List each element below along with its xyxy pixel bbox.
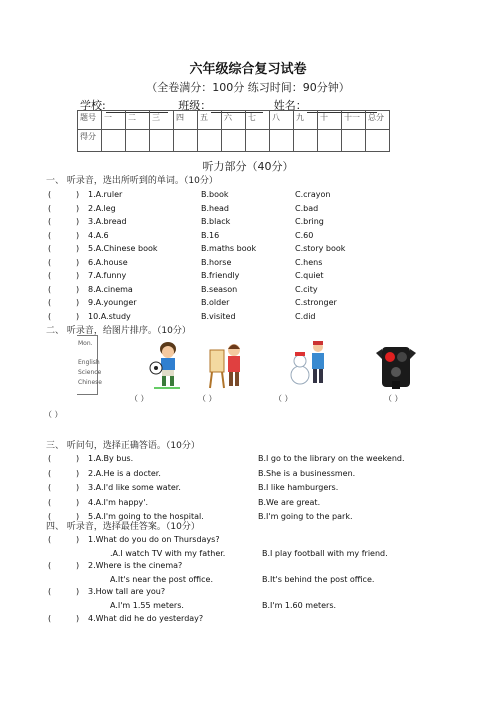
school-label: 学校: bbox=[80, 99, 106, 112]
score-cell: 十一 bbox=[342, 111, 366, 130]
answer-paren-open[interactable]: ( bbox=[48, 271, 52, 280]
option-b: B.visited bbox=[201, 311, 236, 321]
score-cell: 七 bbox=[246, 111, 270, 130]
question-text: 3.How tall are you? bbox=[88, 587, 166, 596]
option-a: 1.A.ruler bbox=[88, 190, 123, 199]
score-entry-cell[interactable] bbox=[198, 130, 222, 152]
answer-paren-open[interactable]: ( bbox=[48, 244, 52, 253]
section3-heading: 三、 听问句，选择正确答语。（10分） bbox=[46, 441, 200, 451]
timetable-subject: Science bbox=[78, 369, 102, 376]
score-entry-cell[interactable] bbox=[270, 130, 294, 152]
answer-paren-close: ) bbox=[76, 271, 80, 280]
score-entry-cell[interactable] bbox=[126, 130, 150, 152]
option-a: 8.A.cinema bbox=[88, 284, 133, 294]
option-c: C.story book bbox=[295, 244, 346, 253]
answer-paren-close: ) bbox=[76, 468, 80, 478]
question-text: 2.Where is the cinema? bbox=[88, 561, 183, 570]
answer-paren-close: ) bbox=[76, 512, 80, 521]
option-b: B.I play football with my friend. bbox=[262, 549, 388, 558]
answer-paren-close: ) bbox=[76, 497, 80, 507]
option-a: 9.A.younger bbox=[88, 298, 137, 307]
option-b: B.black bbox=[201, 217, 231, 226]
answer-paren-open[interactable]: ( bbox=[48, 614, 52, 623]
answer-paren-close: ) bbox=[76, 230, 80, 240]
option-a: 3.A.bread bbox=[88, 217, 127, 226]
option-c: C.did bbox=[295, 311, 316, 321]
section1-heading: 一、 听录音，选出所听到的单词。（10分） bbox=[46, 176, 218, 186]
picture-answer-2[interactable]: （ ） bbox=[198, 394, 217, 403]
score-entry-cell[interactable] bbox=[102, 130, 126, 152]
answer-paren-close: ) bbox=[76, 311, 80, 321]
score-cell: 二 bbox=[126, 111, 150, 130]
score-entry-cell[interactable] bbox=[318, 130, 342, 152]
score-cell: 题号 bbox=[78, 111, 102, 130]
girl-painting-picture bbox=[208, 340, 244, 390]
option-b: B.I go to the library on the weekend. bbox=[258, 454, 405, 463]
score-entry-cell[interactable] bbox=[222, 130, 246, 152]
option-a: 3.A.I'd like some water. bbox=[88, 483, 181, 492]
class-label: 班级： bbox=[178, 99, 212, 112]
answer-paren-close: ) bbox=[76, 454, 80, 463]
option-c: C.hens bbox=[295, 257, 323, 267]
answer-paren-close: ) bbox=[76, 244, 80, 253]
picture-answer-4[interactable]: （ ） bbox=[384, 394, 403, 403]
option-b: B.I'm going to the park. bbox=[258, 512, 353, 521]
answer-paren-open[interactable]: ( bbox=[48, 468, 52, 478]
option-a: A.I'm 1.55 meters. bbox=[110, 601, 184, 610]
option-b: B.friendly bbox=[201, 271, 240, 280]
traffic-light-picture bbox=[376, 345, 416, 391]
option-a: 7.A.funny bbox=[88, 271, 127, 280]
score-cell: 三 bbox=[150, 111, 174, 130]
score-table bbox=[77, 110, 390, 152]
score-entry-cell[interactable] bbox=[366, 130, 390, 152]
picture-answer-1[interactable]: （ ） bbox=[130, 394, 149, 403]
score-cell: 五 bbox=[198, 111, 222, 130]
score-cell: 十 bbox=[318, 111, 342, 130]
score-cell: 八 bbox=[270, 111, 294, 130]
option-b: B.I like hamburgers. bbox=[258, 483, 339, 492]
option-b: B.We are great. bbox=[258, 497, 321, 507]
score-entry-cell[interactable] bbox=[246, 130, 270, 152]
answer-paren-open[interactable]: ( bbox=[48, 257, 52, 267]
option-b: B.head bbox=[201, 203, 230, 213]
option-a: 2.A.He is a docter. bbox=[88, 468, 161, 478]
option-a: 1.A.By bus. bbox=[88, 454, 134, 463]
score-cell: 总分 bbox=[366, 111, 390, 130]
answer-paren-open[interactable]: ( bbox=[48, 190, 52, 199]
option-b: B.16 bbox=[201, 230, 220, 240]
score-entry-cell[interactable] bbox=[294, 130, 318, 152]
option-c: C.stronger bbox=[295, 298, 337, 307]
answer-paren-close: ) bbox=[76, 483, 80, 492]
answer-paren-open[interactable]: ( bbox=[48, 203, 52, 213]
option-b: B.maths book bbox=[201, 244, 257, 253]
score-cell: 一 bbox=[102, 111, 126, 130]
section2-heading: 二、 听录音，给图片排序。（10分） bbox=[46, 326, 191, 336]
option-a: .A.I watch TV with my father. bbox=[110, 549, 226, 558]
exam-subtitle: （全卷满分：100分 练习时间：90分钟） bbox=[146, 81, 350, 94]
timetable-subject: English bbox=[78, 359, 100, 366]
option-a: 2.A.leg bbox=[88, 203, 116, 213]
answer-paren-close: ) bbox=[76, 203, 80, 213]
answer-paren-close: ) bbox=[76, 614, 80, 623]
option-a: 6.A.house bbox=[88, 257, 128, 267]
option-a: 4.A.6 bbox=[88, 230, 109, 240]
answer-paren-open[interactable]: ( bbox=[48, 217, 52, 226]
score-cell: 四 bbox=[174, 111, 198, 130]
option-c: C.60 bbox=[295, 230, 314, 240]
snowman-picture bbox=[288, 337, 328, 389]
answer-paren-open[interactable]: ( bbox=[48, 230, 52, 240]
option-c: C.crayon bbox=[295, 190, 331, 199]
score-entry-cell[interactable] bbox=[150, 130, 174, 152]
option-b: B.She is a businessmen. bbox=[258, 468, 356, 478]
option-a: 10.A.study bbox=[88, 311, 131, 321]
answer-paren-close: ) bbox=[76, 257, 80, 267]
option-a: A.It's near the post office. bbox=[110, 575, 213, 584]
option-c: C.quiet bbox=[295, 271, 324, 280]
answer-paren-close: ) bbox=[76, 217, 80, 226]
timetable-subject: Chinese bbox=[78, 379, 102, 386]
timetable-subjects bbox=[78, 358, 102, 388]
answer-paren-close: ) bbox=[76, 561, 80, 570]
answer-paren-close: ) bbox=[76, 535, 80, 544]
score-table-header-row bbox=[78, 111, 390, 130]
answer-paren-close: ) bbox=[76, 587, 80, 596]
option-a: 5.A.Chinese book bbox=[88, 244, 158, 253]
name-label: 姓名： bbox=[273, 99, 307, 112]
score-entry-cell[interactable] bbox=[174, 130, 198, 152]
option-b: B.season bbox=[201, 284, 238, 294]
answer-paren-open[interactable]: ( bbox=[48, 512, 52, 521]
option-b: B.horse bbox=[201, 257, 232, 267]
answer-paren-open[interactable]: ( bbox=[48, 561, 52, 570]
answer-paren-close: ) bbox=[76, 284, 80, 294]
option-c: C.bring bbox=[295, 217, 324, 226]
score-cell: 九 bbox=[294, 111, 318, 130]
score-cell: 六 bbox=[222, 111, 246, 130]
answer-paren-open[interactable]: ( bbox=[48, 497, 52, 507]
answer-paren-open[interactable]: ( bbox=[48, 483, 52, 492]
answer-paren-open[interactable]: ( bbox=[48, 587, 52, 596]
listening-section-title: 听力部分（40分） bbox=[202, 160, 294, 173]
option-b: B.I'm 1.60 meters. bbox=[262, 601, 337, 610]
answer-paren-open[interactable]: ( bbox=[48, 454, 52, 463]
boy-football-picture bbox=[148, 340, 182, 390]
option-c: C.bad bbox=[295, 203, 319, 213]
question-text: 4.What did he do yesterday? bbox=[88, 614, 204, 623]
option-a: 4.A.I'm happy'. bbox=[88, 497, 149, 507]
answer-paren-close: ) bbox=[76, 298, 80, 307]
timetable-day: Mon. bbox=[78, 340, 93, 347]
answer-paren-open[interactable]: ( bbox=[48, 535, 52, 544]
exam-title: 六年级综合复习试卷 bbox=[189, 62, 307, 77]
timetable-box bbox=[77, 335, 102, 395]
option-b: B.older bbox=[201, 298, 230, 307]
picture-answer-3[interactable]: （ ） bbox=[274, 394, 293, 403]
section4-heading: 四、 听录音，选择最佳答案。（10分） bbox=[46, 522, 200, 532]
score-table-score-row bbox=[78, 130, 390, 152]
option-b: B.It's behind the post office. bbox=[262, 575, 375, 584]
option-c: C.city bbox=[295, 284, 318, 294]
answer-paren-close: ) bbox=[76, 190, 80, 199]
option-b: B.book bbox=[201, 190, 229, 199]
score-entry-cell[interactable] bbox=[342, 130, 366, 152]
answer-paren-open[interactable]: ( bbox=[48, 298, 52, 307]
score-label-cell: 得分 bbox=[78, 130, 102, 152]
question-text: 1.What do you do on Thursdays? bbox=[88, 535, 220, 544]
answer-paren-open[interactable]: ( bbox=[48, 311, 52, 321]
answer-paren-open[interactable]: ( bbox=[48, 284, 52, 294]
picture-answer-5[interactable]: （ ） bbox=[44, 410, 63, 419]
option-a: 5.A.I'm going to the hospital. bbox=[88, 512, 204, 521]
